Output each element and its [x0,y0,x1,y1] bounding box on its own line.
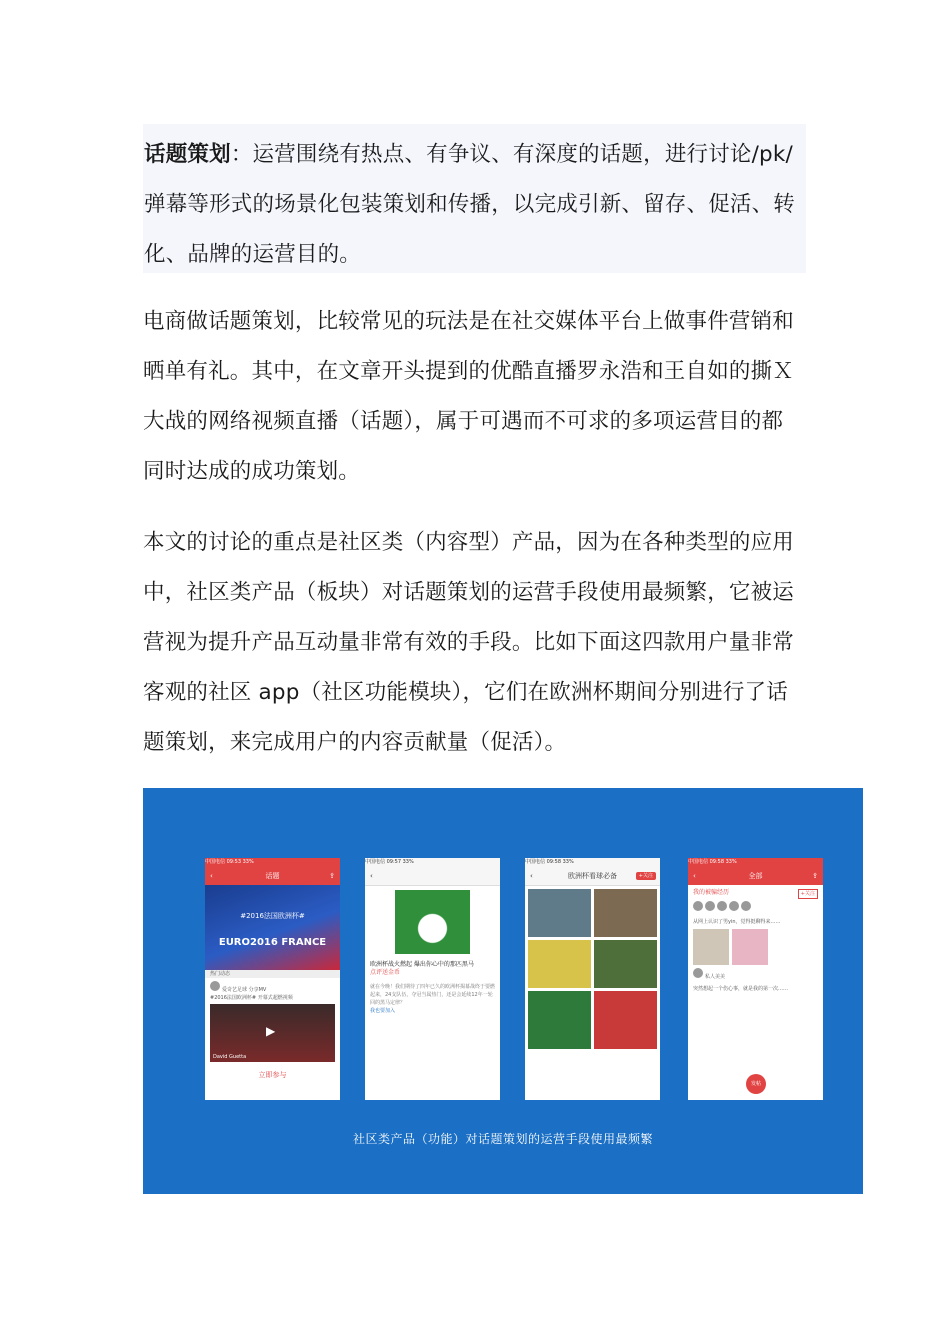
photo-tile[interactable] [594,991,657,1049]
phone-screenshot-2 [365,858,500,1100]
banner-hashtag: #2016法国欧洲杯# [240,912,305,920]
status-bar: 中国电信 09:58 33% [688,858,823,867]
post-image[interactable] [693,929,729,965]
avatar[interactable] [741,901,751,911]
play-icon[interactable]: ▶ [266,1024,276,1038]
photo-tile[interactable] [528,889,591,937]
definition-text [143,124,806,280]
nav-bar [688,867,823,885]
status-bar: 中国电信 09:53 33% [205,858,340,867]
nav-bar [365,867,500,886]
share-icon[interactable]: ⇪ [329,872,335,880]
nav-title[interactable]: 全部 [748,872,763,880]
avatar[interactable] [210,981,220,991]
nav-title: 欧洲杯看球必备 [568,872,617,880]
video-caption: David Guetta [213,1054,247,1060]
section-label: 热门动态 [205,970,340,978]
paragraph-ecommerce: 电商做话题策划，比较常见的玩法是在社交媒体平台上做事件营销和晒单有礼。其中，在文章开头提到的优酷直播罗永浩和王自如的撕Ｘ大战的网络视频直播（话题），属于可遇而不可求的多项运营目的都同时达成的成功策划。 [143,309,795,484]
banner-logo-text: EURO2016 FRANCE [218,937,327,948]
definition-body: ：运营围绕有热点、有争议、有深度的话题，进行讨论/pk/弹幕等形式的场景化包装策划和传播，以完成引新、留存、促活、转化、品牌的运营目的。 [144,142,796,267]
figure-app-screenshots [143,788,863,1194]
photo-grid [525,886,660,1052]
definition-term: 话题策划 [144,142,231,167]
avatar[interactable] [705,901,715,911]
article-image [395,890,470,954]
figure-caption: 社区类产品（功能）对话题策划的运营手段使用最频繁 [352,1132,653,1146]
post-fab-button[interactable]: 发帖 [746,1074,766,1094]
join-link[interactable]: 我也要加入 [370,1008,396,1014]
paragraph-community: 本文的讨论的重点是社区类（内容型）产品，因为在各种类型的应用中，社区类产品（板块）对话题策划的运营手段使用最频繁，它被运营视为提升产品互动量非常有效的手段。比如下面这四款用户量非常客观的社区 app（社区功能模块），它们在欧洲杯期间分别进行了话题策划，来完成用户的内容贡献量（促活）。 [143,530,795,755]
nav-bar [205,867,340,885]
phone-screenshot-3 [525,858,660,1100]
back-icon[interactable]: ‹ [210,872,213,880]
nav-title: 话题 [265,872,280,880]
follow-button[interactable]: +关注 [636,872,656,880]
back-icon[interactable]: ‹ [693,872,696,880]
back-icon[interactable]: ‹ [530,872,533,880]
article-body: 就在今晚！我们期待了四年已久的欧洲杯揭幕战终于要燃起来，24支队伍，夺冠当属热门，还是会延续12年一轮回的黑马定律？ [370,984,496,1006]
video-thumbnail[interactable] [210,1004,335,1062]
avatar[interactable] [729,901,739,911]
post-text: 从网上认识了男yin，觉得挺聊得来…… [693,919,781,925]
topic-title: 我的被骗经历 [693,889,730,896]
post-text: 突然想起一个伤心事，就是我的第一次…… [693,986,789,992]
topic-header [688,889,823,897]
avatar[interactable] [717,901,727,911]
photo-tile[interactable] [594,940,657,988]
back-icon[interactable]: ‹ [370,872,373,880]
status-bar: 中国电信 09:58 33% [525,858,660,867]
post-image[interactable] [732,929,768,965]
topic-banner[interactable] [205,885,340,970]
post-user[interactable]: 私人美美 [688,968,823,981]
status-bar: 中国电信 09:57 33% [365,858,500,867]
share-icon[interactable]: ⇪ [812,872,818,880]
post-user[interactable]: 爱奇艺足球 分享MV [205,981,340,994]
avatar[interactable] [693,901,703,911]
phone-screenshot-4 [688,858,823,1100]
follow-button[interactable]: +关注 [798,889,818,899]
avatar[interactable] [693,968,703,978]
avatar-row [688,901,823,914]
article-headline: 欧洲杯战火燃起 爆出你心中的那匹黑马 [370,961,474,968]
post-images [688,926,823,968]
participate-button[interactable]: 立即参与 [258,1071,287,1079]
photo-tile[interactable] [594,889,657,937]
post-text: #2016法国欧洲杯# 开幕式超燃视频 [210,995,293,1001]
phone-screenshot-1 [205,858,340,1100]
photo-tile[interactable] [528,991,591,1049]
definition-callout [143,124,806,273]
reward-link[interactable]: 点评送金币 [370,969,401,976]
photo-tile[interactable] [528,940,591,988]
nav-bar [525,867,660,886]
